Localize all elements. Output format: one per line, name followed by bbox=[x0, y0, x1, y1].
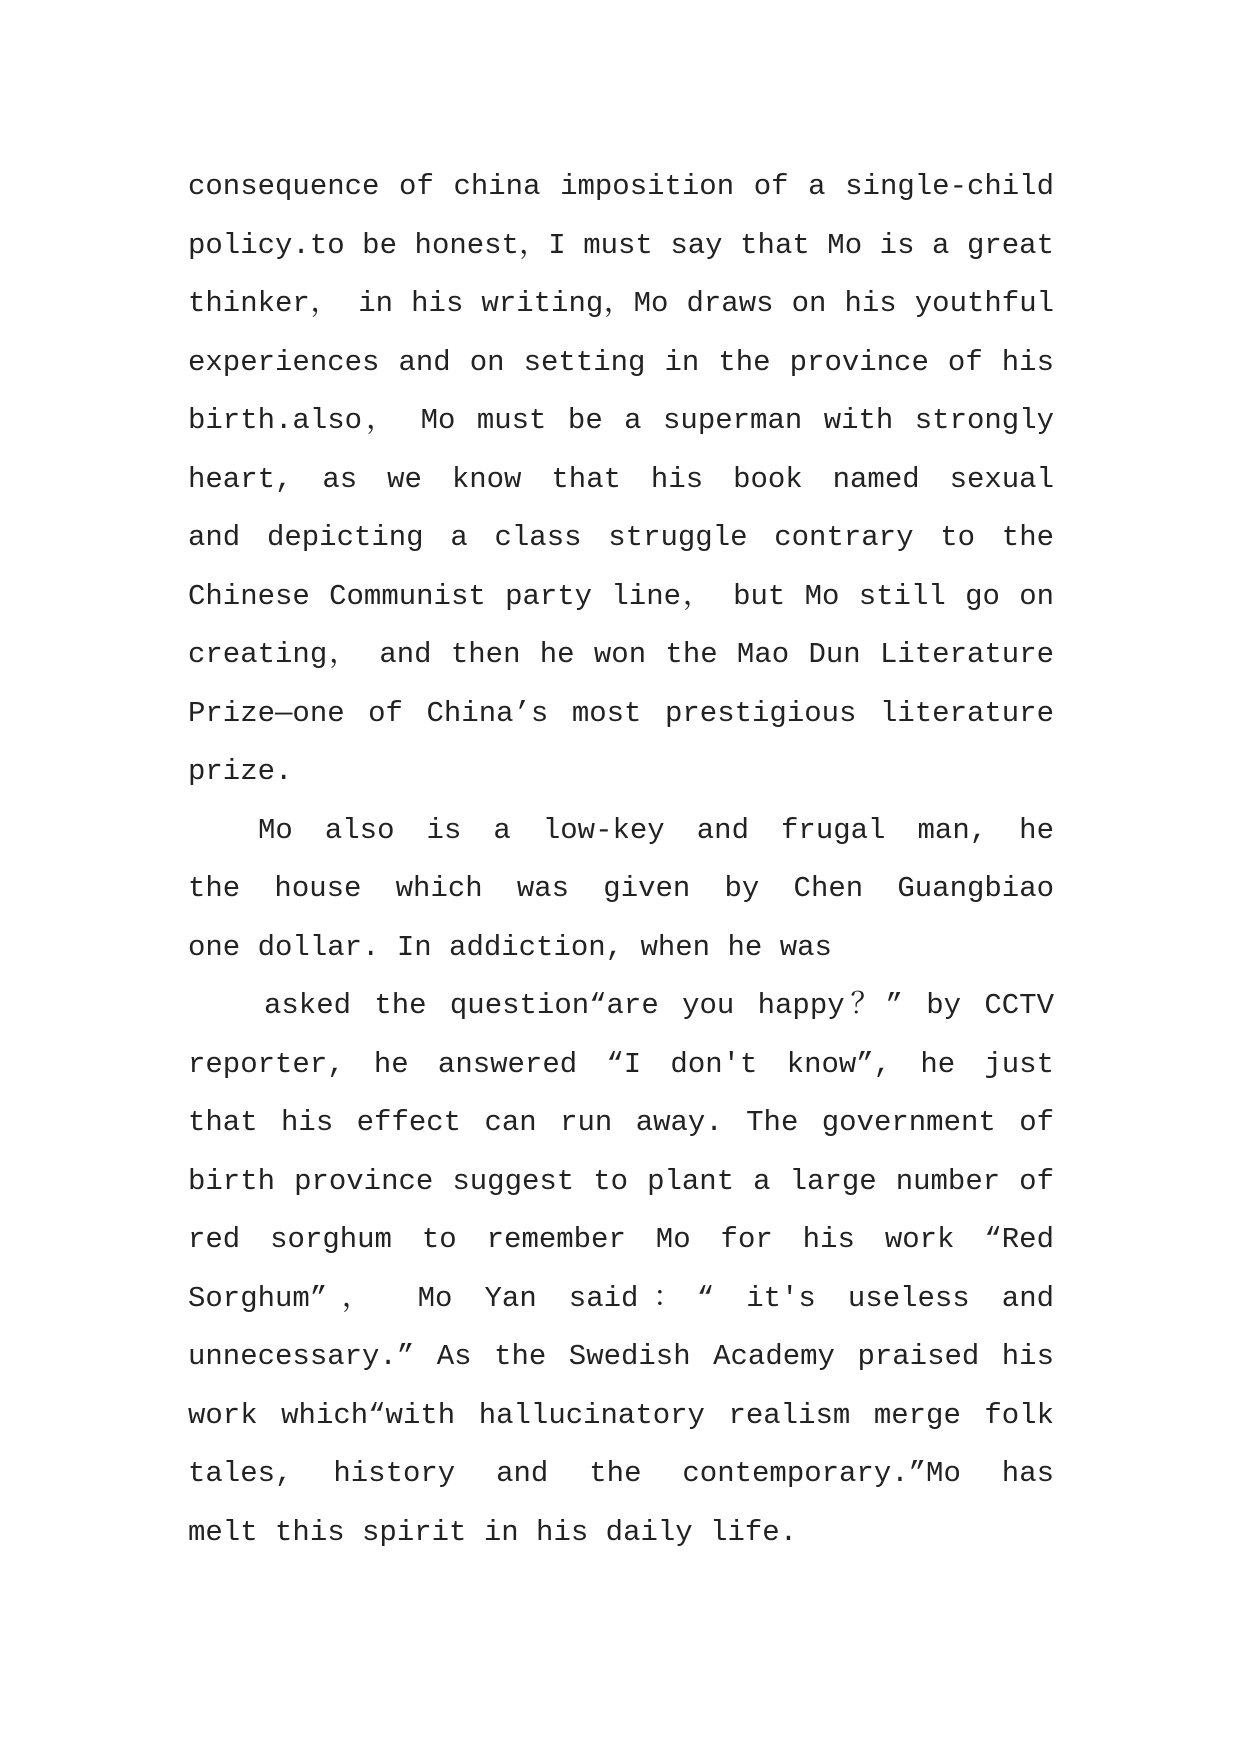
body-text bbox=[188, 158, 1054, 1562]
text-line-3: thinker， in his writing，Mo draws on his youthful bbox=[188, 287, 1054, 320]
text-line-18: birth province suggest to plant a large number of bbox=[188, 1164, 1054, 1198]
text-line-22: work which“with hallucinatory realism merge folk bbox=[188, 1398, 1054, 1432]
text-line-24: melt this spirit in his daily life. bbox=[188, 1515, 798, 1549]
text-line-23: tales, history and the contemporary.”Mo has bbox=[188, 1457, 1054, 1490]
text-line-9: creating， and then he won the Mao Dun Literature bbox=[188, 638, 1054, 671]
text-line-6: heart, as we know that his book named sexual bbox=[188, 462, 1054, 496]
text-line-17: that his effect can run away. The government of bbox=[188, 1106, 1054, 1139]
text-line-1: consequence of china imposition of a single-child bbox=[188, 170, 1054, 203]
text-line-16: reporter, he answered “I don't know”, he just bbox=[188, 1047, 1054, 1081]
text-line-13: the house which was given by Chen Guangbiao bbox=[188, 872, 1054, 905]
text-line-11: prize. bbox=[188, 755, 293, 788]
text-line-5: birth.also， Mo must be a superman with strongly bbox=[188, 404, 1054, 437]
text-line-7: and depicting a class struggle contrary to the bbox=[188, 521, 1054, 554]
text-line-2: policy.to be honest，I must say that Mo is a great bbox=[188, 228, 1054, 262]
text-line-19: red sorghum to remember Mo for his work “Red bbox=[188, 1223, 1054, 1256]
text-line-14: one dollar. In addiction, when he was bbox=[188, 930, 832, 964]
text-line-10: Prize—one of China’s most prestigious literature bbox=[188, 696, 1054, 730]
text-line-8: Chinese Communist party line， but Mo still go on bbox=[188, 579, 1054, 613]
text-line-21: unnecessary.” As the Swedish Academy praised his bbox=[188, 1340, 1054, 1373]
text-line-12: Mo also is a low-key and frugal man, he bbox=[258, 813, 1054, 847]
text-line-15: asked the question“are you happy？” by CCTV bbox=[264, 989, 1054, 1022]
text-line-20: Sorghum”， Mo Yan said：“ it's useless and bbox=[188, 1281, 1054, 1315]
text-line-4: experiences and on setting in the province of his bbox=[188, 345, 1054, 379]
